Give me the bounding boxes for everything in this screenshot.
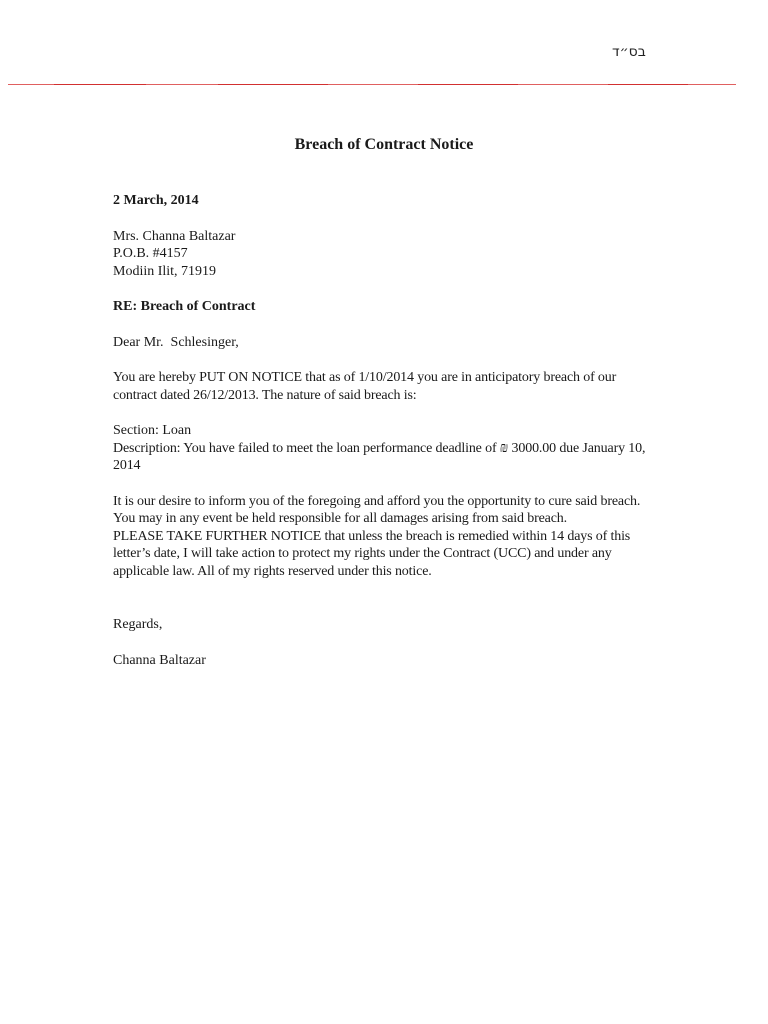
header-rule-segment (608, 84, 688, 85)
header-rule (8, 84, 736, 85)
re-line: RE: Breach of Contract (113, 299, 256, 314)
salutation: Dear Mr. Schlesinger, (113, 334, 239, 350)
spacer (113, 280, 658, 298)
spacer (113, 210, 658, 228)
header-rule-segment (418, 84, 518, 85)
recipient-pob: P.O.B. #4157 (113, 246, 188, 261)
letter-body (113, 192, 658, 669)
document-title: Breach of Contract Notice (294, 136, 474, 153)
header-rule-segment (54, 84, 146, 85)
recipient-city: Modiin Ilit, 71919 (113, 263, 217, 279)
desire-paragraph: It is our desire to inform you of the foregoing and afford you the opportunity to cure said breach. You may in any event be held responsible for all damages arising from said breach. (113, 493, 641, 526)
signature: Channa Baltazar (113, 652, 206, 668)
spacer (113, 316, 658, 334)
spacer (113, 634, 658, 652)
spacer (113, 580, 658, 616)
header-rule-segment (218, 84, 328, 85)
spacer (113, 475, 658, 493)
header-mark: בס״ד (612, 44, 646, 60)
section-line: Section: Loan (113, 423, 192, 438)
closing: Regards, (113, 617, 163, 632)
spacer (113, 404, 658, 422)
recipient-name: Mrs. Channa Baltazar (113, 228, 236, 244)
description-line: Description: You have failed to meet the loan performance deadline of ₪ 3000.00 due January 10, 2014 (113, 440, 646, 473)
further-notice-paragraph: PLEASE TAKE FURTHER NOTICE that unless the breach is remedied within 14 days of this letter’s date, I will take action to protect my rights under the Contract (UCC) and under any applicable law. All of my rights reserved under this notice. (113, 528, 631, 579)
spacer (113, 351, 658, 369)
notice-paragraph: You are hereby PUT ON NOTICE that as of 1/10/2014 you are in anticipatory breach of our contract dated 26/12/2013. The nature of said breach is: (113, 370, 617, 403)
letter-date: 2 March, 2014 (113, 193, 199, 208)
